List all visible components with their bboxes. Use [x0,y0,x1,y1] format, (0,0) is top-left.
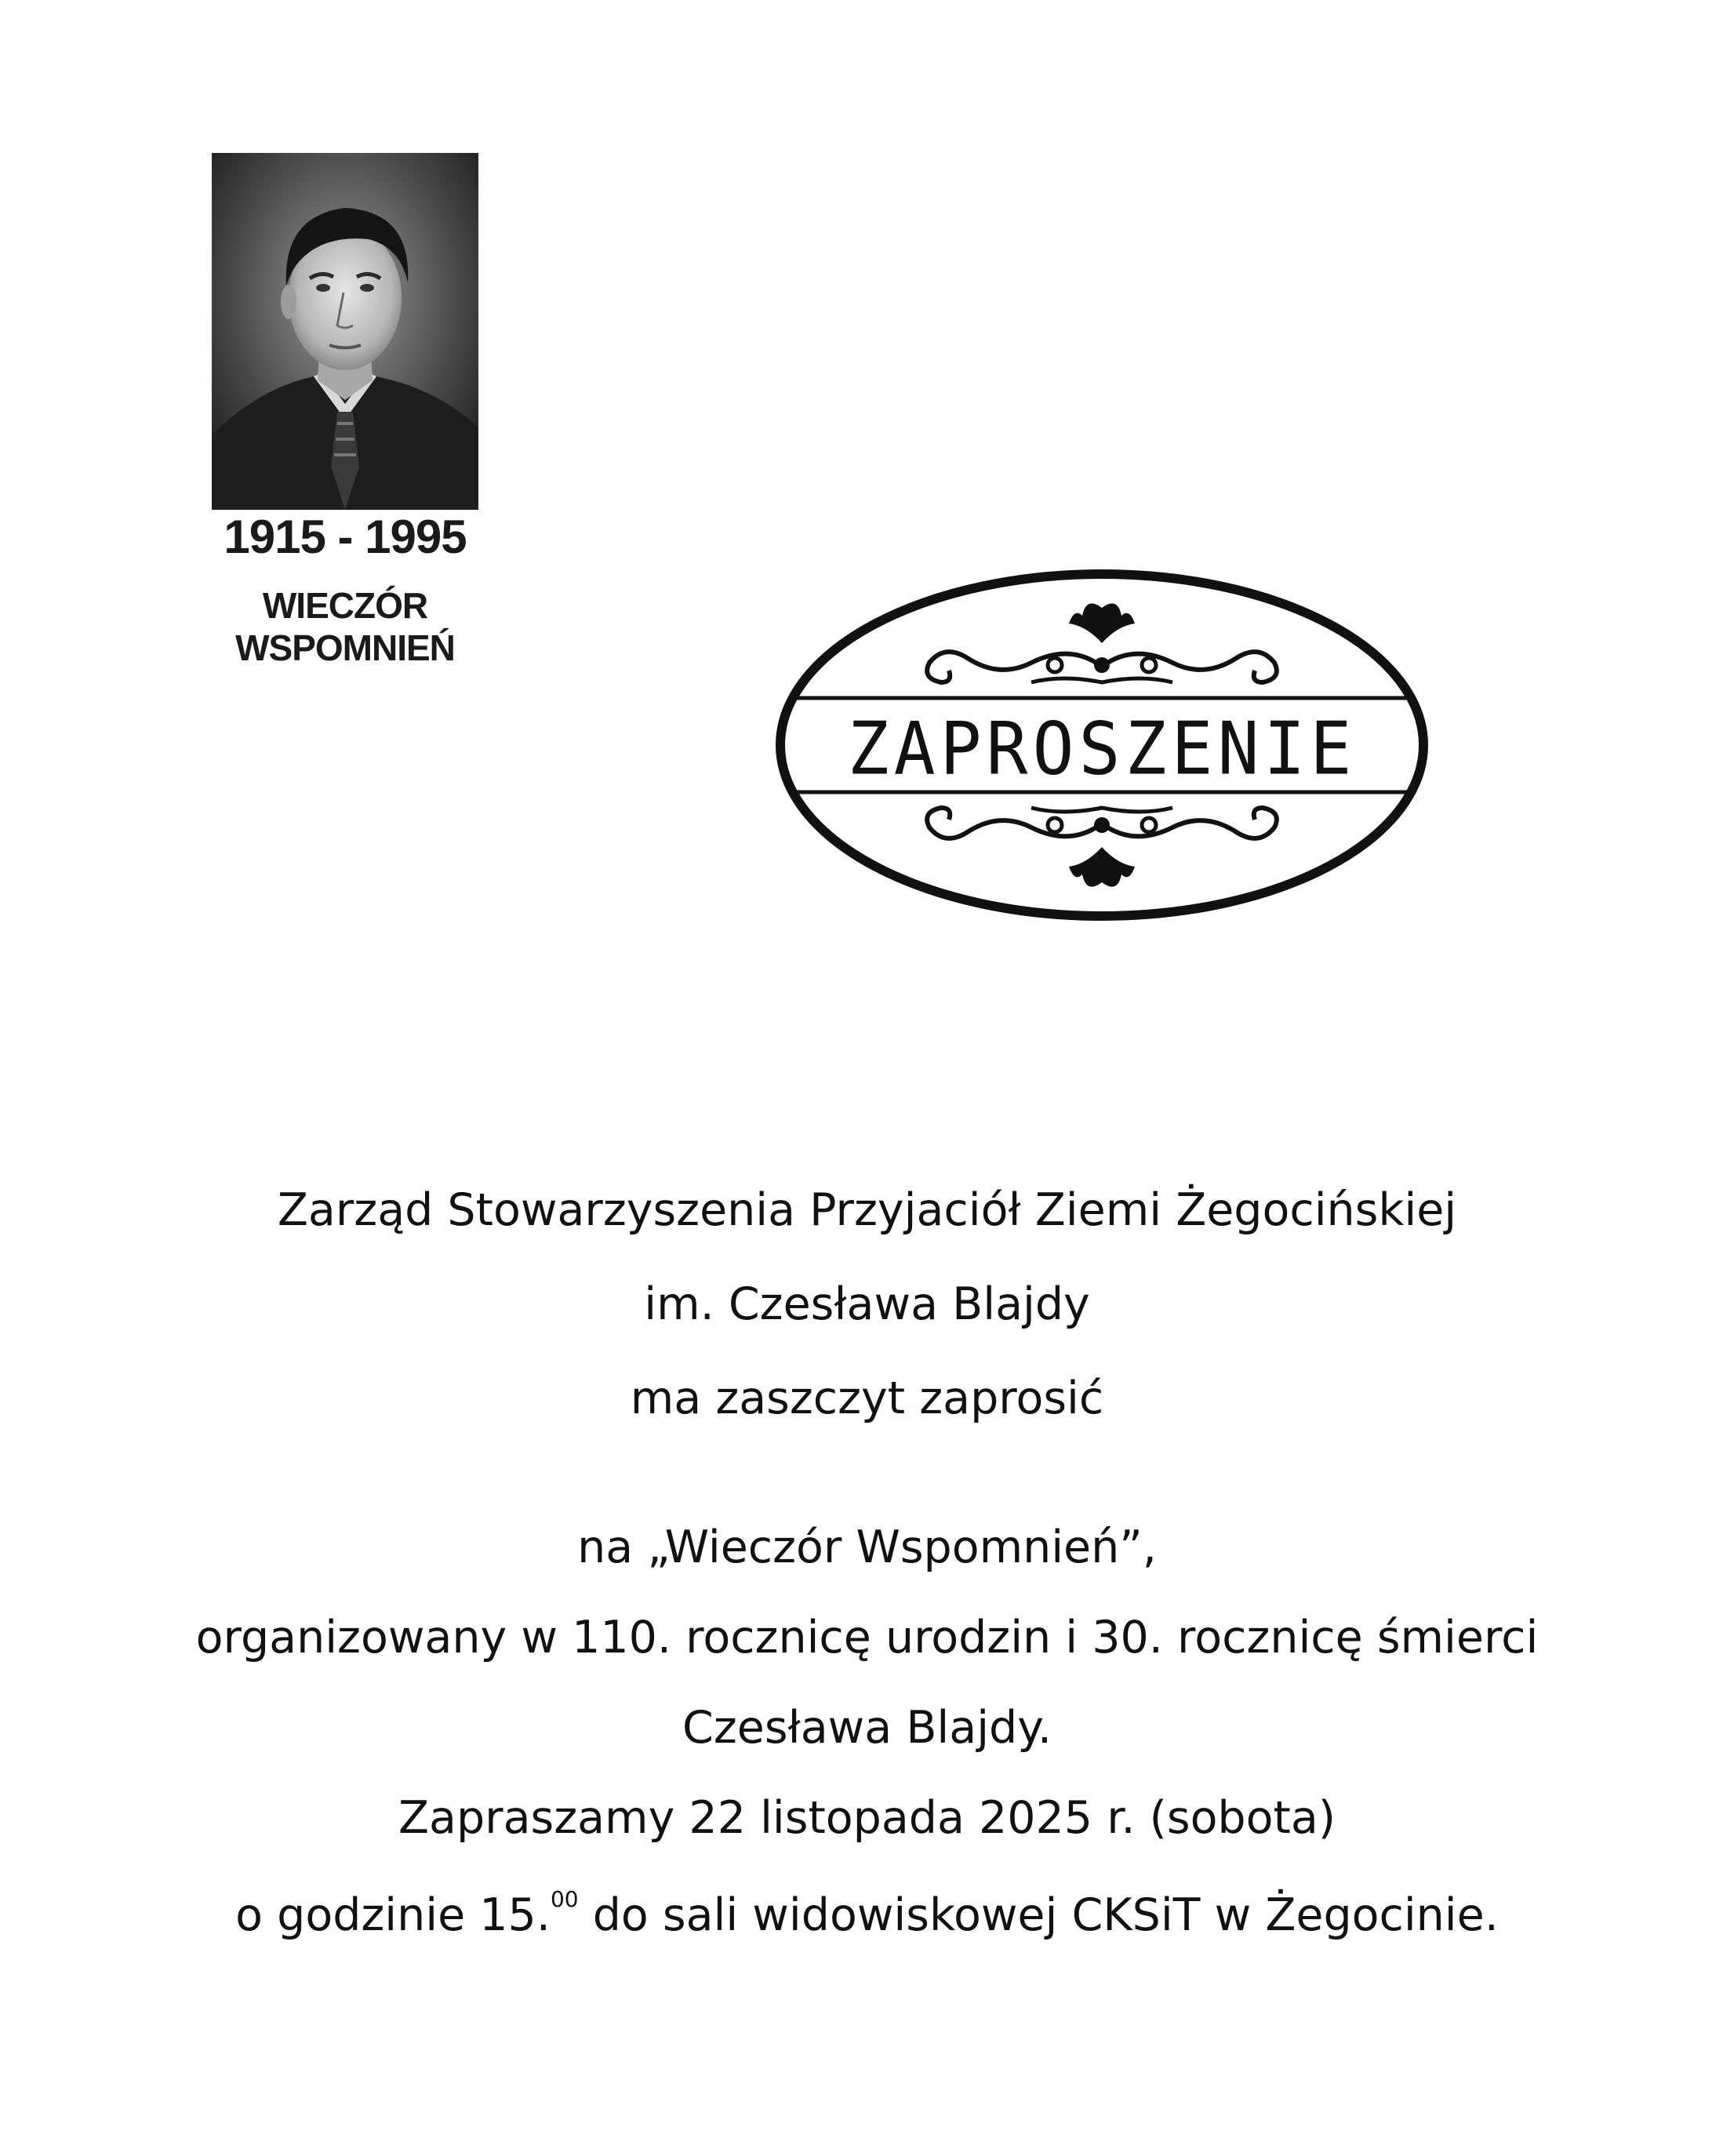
life-years: 1915 - 1995 [224,511,467,563]
portrait-photo [212,153,478,510]
time-minutes: 00 [550,1886,579,1912]
invitation-heading: ZAPROSZENIE [847,706,1357,791]
memorial-evening-title [188,584,502,669]
invitation-line-6: Czesława Blajdy. [682,1702,1052,1754]
time-text: o godzinie 15. [235,1889,551,1941]
memorial-title-line-1: WIECZÓR [262,585,428,626]
invitation-line-3: ma zaszczyt zaprosić [630,1372,1104,1424]
invitation-line-8 [0,1886,1734,1941]
memorial-title-line-2: WSPOMNIEŃ [235,627,455,668]
invitation-line-5: organizowany w 110. rocznicę urodzin i 30. rocznicę śmierci [195,1612,1539,1663]
invitation-line-1: Zarząd Stowarzyszenia Przyjaciół Ziemi Żegocińskiej [277,1184,1457,1236]
invitation-line-2: im. Czesława Blajdy [644,1278,1090,1330]
venue-text: do sali widowiskowej CKSiT w Żegocinie. [578,1889,1499,1941]
invitation-emblem [772,565,1431,925]
invitation-line-4: na „Wieczór Wspomnień”, [577,1522,1157,1573]
invitation-line-7: Zapraszamy 22 listopada 2025 r. (sobota) [398,1792,1336,1844]
